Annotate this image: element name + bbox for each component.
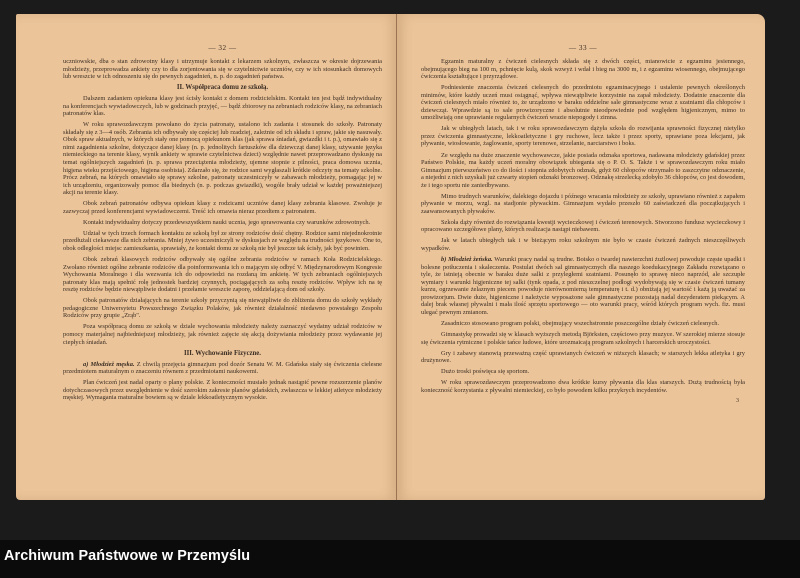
paragraph: Gimnastykę prowadzi się w klasach wyższych metodą Björksten, częściowo przy muzyce. W szerokiej mierze stosuje się ćwiczenia rytmiczne i polskie tańce ludowe, które urozmaicają program szkolnych i harcerskich uroczystości. xyxy=(421,331,745,346)
paragraph: Podniesienie znaczenia ćwiczeń cielesnych do przedmiotu egzaminacyjnego i ustalenie pewnych określonych minimów, które każdy uczeń musi osiągnąć, wpływa niewątpliwie korzystnie na zapał młodzieży. Dodatnie znaczenie dla ćwiczeń cielesnych miało również to, że urządzono w baraku oddzielne sale gimnastyczne wraz z szatniami dla chłopców i dziewcząt. Wprawdzie są to sale prowizoryczne i absolutnie nieodpowiednie pod względem higjenicznym, mimo to umożliwiają one uprawianie regularnych ćwiczeń wrazie niepogody i zimna. xyxy=(421,84,745,122)
paragraph-text: Z chwilą przejęcia gimnazjum pod dozór Senatu W. M. Gdańska stały się ćwiczenia cielesne przedmiotem maturalnym o znaczeniu równem z przedmiotami naukowemi. xyxy=(63,360,382,376)
paragraph: Obok patronatów działających na terenie szkoły przyczynią się niewątpliwie do zbliżenia domu do szkoły wykłady pedagogiczne Uniwersytetu Powszechnego Związku Polaków, jak również działalność niedawno powstałego Zespołu Rodziców przy grupie „Zrąb". xyxy=(63,297,382,320)
paragraph-text: Warunki pracy nadal są trudne. Boisko o twardej nawierzchni żużlowej powoduje częste upadki i bolesne potłuczenia i skaleczenia. Postulat dwóch sal gimnastycznych dla naszego koedukacyjnego Zakładu rozwiązano o tyle, że istnieją obecnie w baraku duże salki z przyległemi szatniami. Posunęło to sprawę nieco naprzód, ale szczupłe wymiary i warunki higjeniczne tej salki (tynk opada, z pod nieszczelnej podłogi wydobywają się w czasie ćwiczeń tumany kurzu, ogrzewanie żelaznym piecem powoduje nierównomierną temperaturę i t. d.) obniżają jej wartość i każą ją uważać za prowizorjum. Dwie duże, higjeniczne i należycie wyposażone sale gimnastyczne pozostają nadal dezyderatem piekącym. A dalej brak własnej pływalni i mała ilość sprzętu sportowego — oto warunki pracy, wśród których program wych. fiz. musi ulegać pewnym zmianom. xyxy=(421,256,746,316)
paragraph: Egzamin maturalny z ćwiczeń cielesnych składa się z dwóch części, mianowicie z egzaminu jesiennego, obejmującego bieg na 100 m, pchnięcie kulą, skok wzwyż i wdał i bieg na 3000 m, i z egzaminu wiosennego, obejmującego ćwiczenia kształtujące i przyrządowe. xyxy=(421,58,745,81)
paragraph-with-subhead xyxy=(63,361,382,376)
paragraph: W roku sprawozdawczym przeprowadzono dwa krótkie kursy pływania dla klas starszych. Dużą trudnością była konieczność korzystania z pływalni niemieckiej, co było powodem kilku przykrych incydentów. xyxy=(421,379,745,394)
paragraph: Plan ćwiczeń jest nadal oparty o plany polskie. Z konieczności musiało jednak nastąpić pewne rozszerzenie planów dotychczasowych przez uwzględnienie w dość szerokim zakresie planów gdańskich, zwłaszcza w lekkiej atletyce młodzieży męskiej. Wymagania maturalne bowiem są w dziale lekkoatletycznym wysokie. xyxy=(63,379,382,402)
paragraph: Dużo troski poświęca się sportom. xyxy=(441,368,530,376)
paragraph: Szkoła dąży również do rozwiązania kwestji wycieczkowej i ćwiczeń terenowych. Stworzono fundusz wycieczkowy i opracowano szczegółowe plany, których realizacja nastąpi niebawem. xyxy=(421,218,745,234)
subhead-mlodziez-zenska: b) Młodzież żeńska. xyxy=(441,256,493,264)
section-heading-ii: II. Współpraca domu ze szkołą. xyxy=(176,84,269,92)
book-spread xyxy=(16,14,784,500)
archive-caption: Archiwum Państwowe w Przemyślu xyxy=(4,548,251,564)
paragraph: Poza współpracą domu ze szkołą w dziale wychowania młodzieży należy zaznaczyć wydatny udział rodziców w pomocy materjalnej najbiedniejszej młodzieży, jak również zajęcie się akcją dożywiania młodzieży przez wydawanie jej ciepłych śniadań. xyxy=(63,323,382,346)
paragraph: Obok zebrań klasowych rodziców odbywały się ogólne zebrania rodziców w ramach Koła Rodzicielskiego. Zwołano również ogólne zebranie rodziców dla poinformowania ich o mającym się odbyć V. Międzynarodowym Kongresie Wychowania Moralnego i dla wezwania ich do odpowiedzi na rozdaną im ankietę. W tych zebraniach ogólniejszych patronaty klas mają spełnić rolę jednostek bardziej czynnych, pociągających za sobą resztę rodziców. Wpływ ich na tę resztę rodziców będzie niewątpliwie dodatni i przełamie wreszcie zaporę, oddzielającą dom od szkoły. xyxy=(63,256,382,294)
paragraph: Dalszem zadaniem opiekuna klasy jest ścisły kontakt z domem rodzicielskim. Kontakt ten jest bądź indywidualny na konferencjach wywiadowczych, lub w godzinach przyjęć, — bądź zbiorowy na zebraniach rodziców klasy, na zebraniach patronatów klas. xyxy=(63,95,382,118)
paragraph: Udział w tych trzech formach kontaktu ze szkołą był ze strony rodziców dość chętny. Rodzice sami niejednokrotnie przedłużali ciekawsze dla nich zebrania. Mniej żywo uczestniczyli w dyskusjach ze względu na trudności językowe. One to, obok odległości miejsc zamieszkania, sprawiały, że kontakt domu ze szkołą nie był jeszcze tak ścisły, jak być powinien. xyxy=(63,229,382,252)
paragraph: Ze względu na duże znaczenie wychowawcze, jakie posiada odznaka sportowa, nadawana młodzieży gdańskiej przez Państwo Polskie, ma każdy uczeń moralny obowiązek ubiegania się o P. O. S. Także i w sprawozdawczym roku miało Gimnazjum pierwszeństwo co do ilości i stopnia zdobytych odznak, gdyż 60 chłopców otrzymało to zaszczytne odznaczenie, a niejedni z nich uzyskali już czwarty stopień odznaki bronzowej. Odznakę strzelecką zdobyło 36 chłopców, co jest dowodem, że i tego sportu nie zaniedbywano. xyxy=(421,151,745,189)
signature-mark: 3 xyxy=(736,397,739,404)
paragraph-with-subhead xyxy=(421,256,745,316)
paragraph: Kontakt indywidualny dotyczy przedewszystkiem nauki ucznia, jego sprawowania czy warunków zdrowotnych. xyxy=(83,218,371,226)
page-number-left: — 32 — xyxy=(208,44,237,52)
subhead-mlodziez-meska: a) Młodzież męska. xyxy=(83,360,135,368)
left-page xyxy=(16,14,397,500)
paragraph: Jak w latach ubiegłych tak i w bieżącym roku szkolnym nie było w czasie ćwiczeń żadnych nieszczęśliwych wypadków. xyxy=(421,237,745,253)
right-page xyxy=(397,14,765,500)
paragraph: W roku sprawozdawczym powołano do życia patronaty, ustalono ich zadania i stosunek do szkoły. Patronaty składały się z 3—4 osób. Zebrania ich odbywały się częściej lub rzadziej, zależnie od ich składu i spraw, jakie się nasuwały. Obok spraw aktualnych, w których stały one pomocą opiekunom klas (jak sprawa śniadań, gwiazdki i t. p.), omawiało się z nimi zagadnienia szkolne, dotyczące danej klasy (n. p. jednolitych fartuszków dla dziewcząt danej klasy, używanie języka niemieckiego na terenie klasy, wynik ankiety w sprawie czytelnictwa dzieci) względnie nawet przeprowadzano dyskusję na temat ogólniejszych zagadnień (n. p. sprawa przeciążenia młodzieży, ujemne stopnie z pilności, praca domowa ucznia, higjena wieku przejściowego, higjena osobista). Zdarzało się, że rodzice sami wygłaszali krótkie odczyty na tematy szkolne. Prócz zebrań, na których omawiało się sprawy szkolne, patronaty uczestniczyły w zabawach młodzieży, pomagając jej w ich urządzeniu, organizowały pomoc dla biednych (n. p. podczas gwiazdki), wogóle brały udział w każdej poważniejszej akcji na terenie klasy. xyxy=(63,121,382,197)
section-heading-iii: III. Wychowanie Fizyczne. xyxy=(183,349,262,357)
page-number-right: — 33 — xyxy=(568,44,598,52)
paragraph: uczniowskie, dba o stan zdrowotny klasy i utrzymuje kontakt z lekarzem szkolnym, zwłaszcza w okresie dojrzewania młodzieży, przeprowadza ankiety czy to dla zorjentowania się w czytelnictwie uczniów, czy w ich stosunkach domowych lub wreszcie w ich odnoszeniu się do pewnych zagadnień, n. p. do zagadnień państwa. xyxy=(63,58,382,81)
paragraph: Jak w ubiegłych latach, tak i w roku sprawozdawczym dążyła szkoła do rozwijania sprawności fizycznej nietylko przez ćwiczenia gimnastyczne, lekkoatletyczne i gry ruchowe, lecz także i przez sporty, uprawiane poza lekcjami, jak pływanie, wiosłowanie, żaglowanie, sporty terenowe, strzelanie, narciarstwo i boks. xyxy=(421,125,745,148)
paragraph: Gry i zabawy stanowią przeważną część uprawianych ćwiczeń w niższych klasach; w starszych lekka atletyka i gry drużynowe. xyxy=(421,349,745,365)
paragraph: Zasadniczo stosowano program polski, obejmujący wszechstronnie poszczególne działy ćwiczeń cielesnych. xyxy=(441,319,720,327)
paragraph: Mimo trudnych warunków, dalekiego dojazdu i późnego wracania młodzieży ze szkoły, uprawiano również z zapałem pływanie w morzu, wzgl. na stadjonie pływackim. Gimnazjum wydało przeszło 60 zaświadczeń dla początkujących i zaawansowanych pływaków. xyxy=(421,192,745,215)
paragraph: Obok zebrań patronatów odbywa opiekun klasy z rodzicami uczniów danej klasy zebrania klasowe. Zwołuje je zazwyczaj przed konferencjami wywiadowczemi. Treść ich omawia nieraz przedtem z patronatem. xyxy=(63,200,382,215)
